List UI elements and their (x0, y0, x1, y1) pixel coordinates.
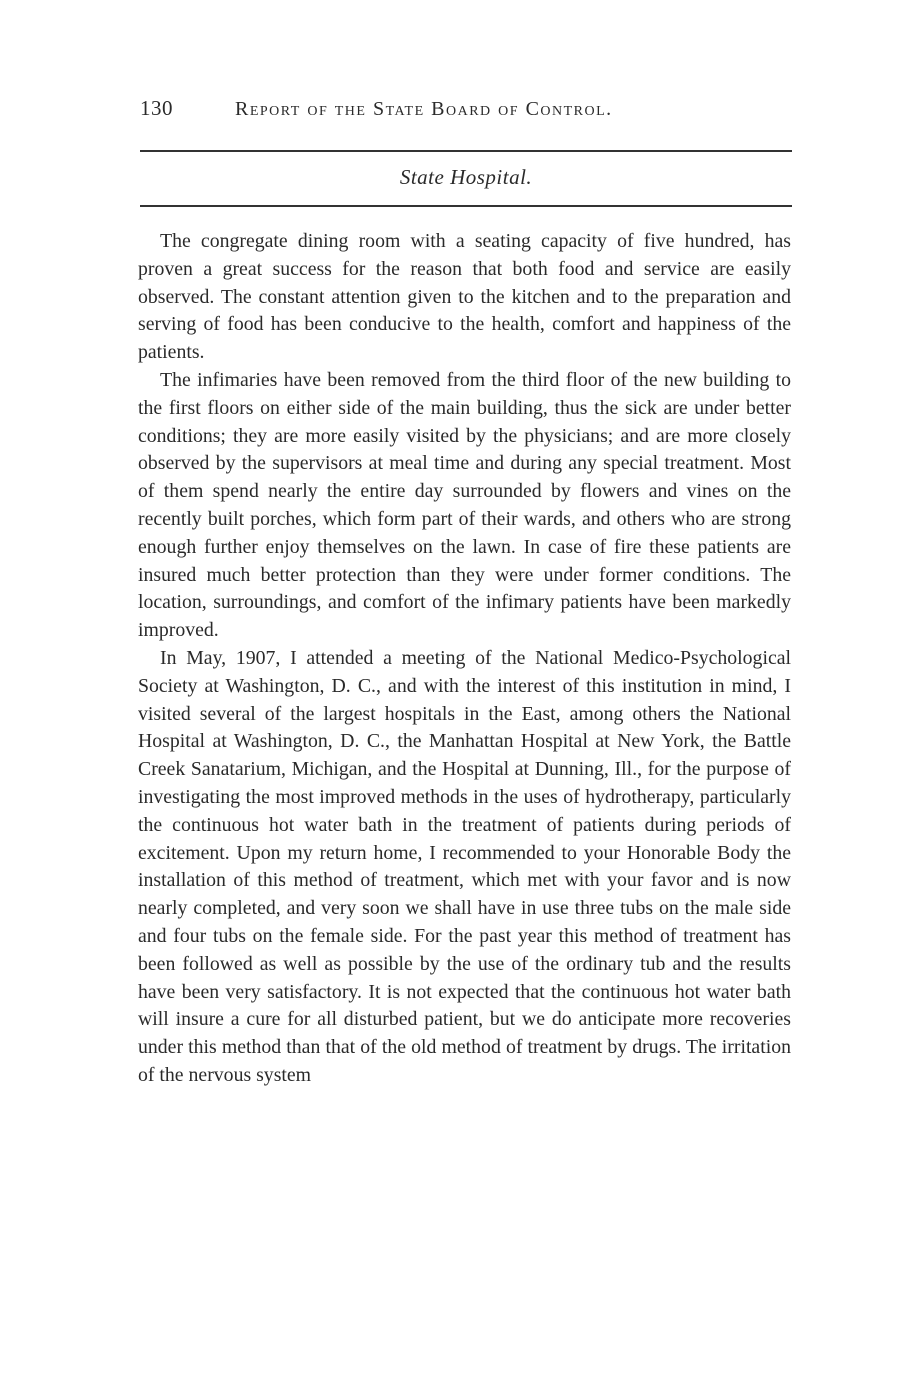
section-rule-bottom (140, 205, 792, 207)
paragraph-hydrotherapy: In May, 1907, I attended a meeting of the National Medico-Psychological Society at Washington, D. C., and with the interest of this institution in mind, I visited several of the largest hospitals in the East, among others the National Hospital at Washington, D. C., the Manhattan Hospital at New York, the Battle Creek Sanatarium, Michigan, and the Hospital at Dunning, Ill., for the purpose of investigating the most improved methods in the uses of hydrotherapy, particularly the continuous hot water bath in the treatment of patients during periods of excitement. Upon my return home, I recommended to your Honorable Body the installation of this method of treatment, which met with your favor and is now nearly completed, and very soon we shall have in use three tubs on the male side and four tubs on the female side. For the past year this method of treatment has been followed as well as possible by the use of the ordinary tub and the results have been very satisfactory. It is not expected that the continuous hot water bath will insure a cure for all disturbed patient, but we do anticipate more recoveries under this method than that of the old method of treatment by drugs. The irritation of the nervous system (138, 646, 791, 1086)
paragraph-dining-room: The congregate dining room with a seating capacity of five hundred, has proven a great success for the reason that both food and service are easily observed. The constant attention given to the kitchen and to the preparation and serving of food has been conducive to the health, comfort and happiness of the patients. (138, 230, 791, 364)
body-text (138, 228, 791, 1090)
running-head (140, 96, 790, 126)
section-title: State Hospital. (399, 165, 533, 189)
page-number: 130 (140, 96, 173, 120)
report-title: Report of the State Board of Control. (235, 98, 613, 120)
paragraph-infirmaries: The infimaries have been removed from the third floor of the new building to the first floors on either side of the main building, thus the sick are under better conditions; they are more easily visited by the physicians; and are more closely observed by the supervisors at meal time and during any special treatment. Most of them spend nearly the entire day surrounded by flowers and vines on the recently built porches, which form part of their wards, and others who are strong enough further enjoy themselves on the lawn. In case of fire these patients are insured much better protection than they were under former conditions. The location, surroundings, and comfort of the infimary patients have been markedly improved. (138, 368, 791, 642)
section-rule-top (140, 150, 792, 152)
